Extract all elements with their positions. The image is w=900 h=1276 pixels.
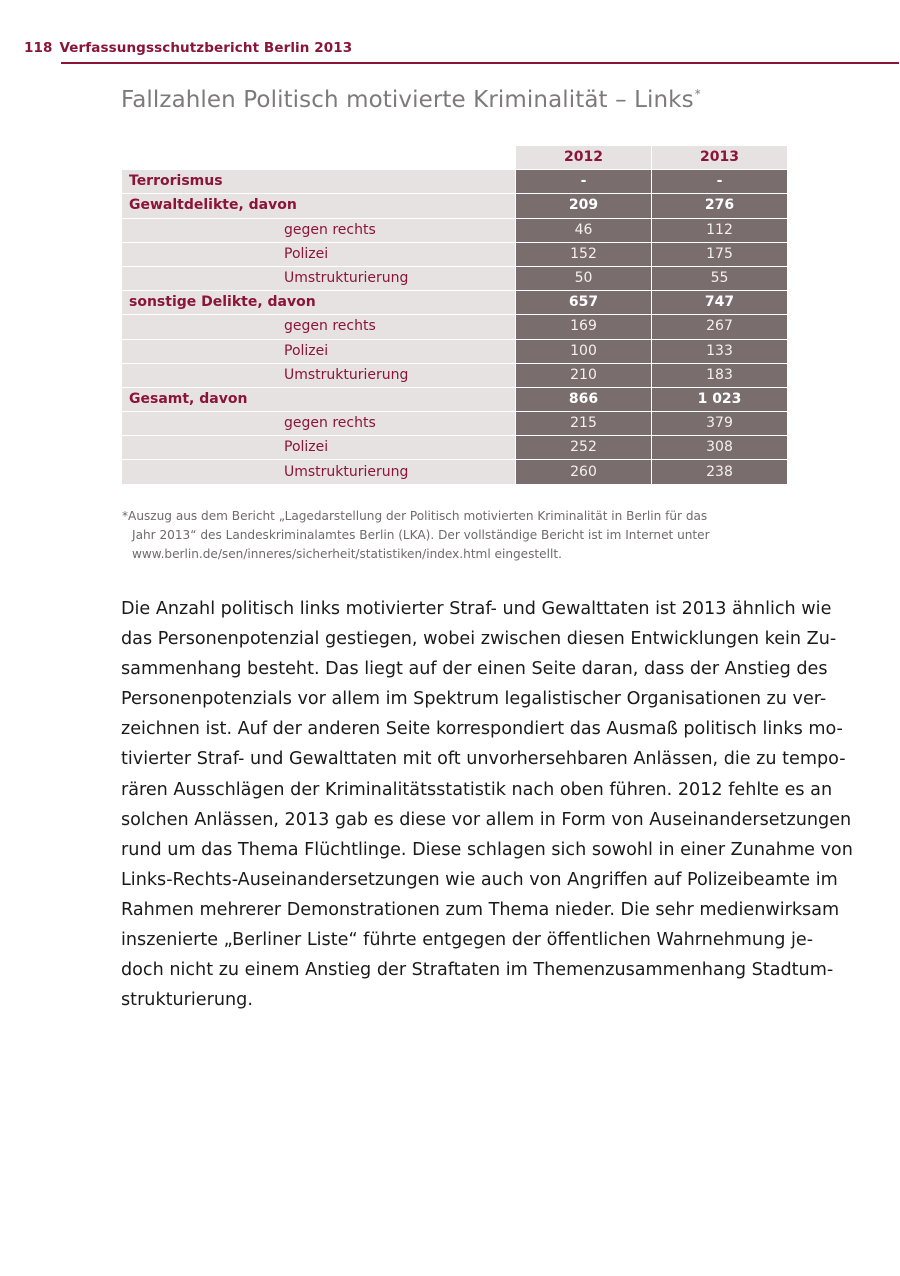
row-label: sonstige Delikte, davon: [122, 291, 515, 314]
value-cell: 252: [516, 436, 651, 459]
row-sublabel: Polizei: [122, 243, 515, 266]
row-sublabel: Umstrukturierung: [122, 364, 515, 387]
value-cell: 50: [516, 267, 651, 290]
table-header-row: [122, 146, 787, 169]
running-header: [24, 40, 352, 56]
value-cell: 308: [652, 436, 787, 459]
table-body: [122, 170, 787, 483]
table-row: [122, 460, 787, 483]
value-cell: 379: [652, 412, 787, 435]
paragraph-line: sammenhang besteht. Das liegt auf der einen Seite daran, dass der Anstieg des: [121, 659, 828, 680]
footnote-line: Jahr 2013“ des Landeskriminalamtes Berlin (LKA). Der vollständige Bericht ist im Internet unter: [132, 528, 710, 542]
paragraph-line: Personenpotenzials vor allem im Spektrum legalistischer Organisationen zu ver-: [121, 689, 827, 710]
section-title-text: Fallzahlen Politisch motivierte Kriminalität – Links: [121, 87, 694, 113]
row-sublabel: Umstrukturierung: [122, 460, 515, 483]
table-row: [122, 170, 787, 193]
table-row: [122, 340, 787, 363]
value-cell: 169: [516, 315, 651, 338]
value-cell: 133: [652, 340, 787, 363]
value-cell: 175: [652, 243, 787, 266]
value-cell: 238: [652, 460, 787, 483]
paragraph-line: inszenierte „Berliner Liste“ führte entgegen der öffentlichen Wahrnehmung je-: [121, 930, 814, 951]
paragraph-line: doch nicht zu einem Anstieg der Straftaten im Themenzusammenhang Stadtum-: [121, 960, 834, 981]
row-label: Gesamt, davon: [122, 388, 515, 411]
row-sublabel: gegen rechts: [122, 412, 515, 435]
row-sublabel: Polizei: [122, 340, 515, 363]
value-cell: -: [516, 170, 651, 193]
value-cell: 55: [652, 267, 787, 290]
row-sublabel: gegen rechts: [122, 219, 515, 242]
paragraph-line: Links-Rechts-Auseinandersetzungen wie auch von Angriffen auf Polizeibeamte im: [121, 869, 838, 890]
value-cell: 866: [516, 388, 651, 411]
header-rule: [61, 62, 899, 64]
table-row: [122, 194, 787, 217]
value-cell: 657: [516, 291, 651, 314]
table-corner: [122, 146, 515, 169]
value-cell: 267: [652, 315, 787, 338]
paragraph-line: rären Ausschlägen der Kriminalitätsstatistik nach oben führen. 2012 fehlte es an: [121, 779, 833, 800]
body-paragraph: [121, 594, 853, 1015]
value-cell: -: [652, 170, 787, 193]
table-row: [122, 219, 787, 242]
row-sublabel: gegen rechts: [122, 315, 515, 338]
row-sublabel: Polizei: [122, 436, 515, 459]
footnote-line: www.berlin.de/sen/inneres/sicherheit/statistiken/index.html eingestellt.: [132, 547, 562, 561]
paragraph-line: tivierter Straf- und Gewalttaten mit oft unvorhersehbaren Anlässen, die zu tempo-: [121, 749, 846, 770]
paragraph-line: das Personenpotenzial gestiegen, wobei zwischen diesen Entwicklungen kein Zu-: [121, 629, 837, 650]
footnote-marker: *: [694, 87, 701, 102]
row-sublabel: Umstrukturierung: [122, 267, 515, 290]
value-cell: 46: [516, 219, 651, 242]
row-label: Terrorismus: [122, 170, 515, 193]
value-cell: 183: [652, 364, 787, 387]
value-cell: 747: [652, 291, 787, 314]
value-cell: 260: [516, 460, 651, 483]
section-title: [121, 87, 701, 113]
table-row: [122, 436, 787, 459]
table-row: [122, 364, 787, 387]
case-numbers-table: [121, 145, 788, 485]
running-title: Verfassungsschutzbericht Berlin 2013: [59, 40, 353, 56]
table-row: [122, 315, 787, 338]
value-cell: 152: [516, 243, 651, 266]
column-header: 2013: [652, 146, 787, 169]
paragraph-line: Die Anzahl politisch links motivierter Straf- und Gewalttaten ist 2013 ähnlich wie: [121, 599, 832, 619]
value-cell: 276: [652, 194, 787, 217]
footnote: [122, 507, 782, 564]
paragraph-line: Rahmen mehrerer Demonstrationen zum Thema nieder. Die sehr medienwirksam: [121, 899, 840, 920]
row-label: Gewaltdelikte, davon: [122, 194, 515, 217]
table-row: [122, 243, 787, 266]
value-cell: 112: [652, 219, 787, 242]
table-row: [122, 267, 787, 290]
paragraph-line: solchen Anlässen, 2013 gab es diese vor allem in Form von Auseinandersetzungen: [121, 809, 852, 830]
value-cell: 100: [516, 340, 651, 363]
footnote-line: *Auszug aus dem Bericht „Lagedarstellung der Politisch motivierten Kriminalität in Berlin für das: [122, 509, 708, 523]
column-header: 2012: [516, 146, 651, 169]
value-cell: 215: [516, 412, 651, 435]
table-row: [122, 388, 787, 411]
table-row: [122, 291, 787, 314]
paragraph-line: zeichnen ist. Auf der anderen Seite korrespondiert das Ausmaß politisch links mo-: [121, 719, 843, 740]
paragraph-line: strukturierung.: [121, 990, 253, 1011]
page-number: 118: [24, 40, 53, 56]
table-row: [122, 412, 787, 435]
value-cell: 210: [516, 364, 651, 387]
value-cell: 209: [516, 194, 651, 217]
paragraph-line: rund um das Thema Flüchtlinge. Diese schlagen sich sowohl in einer Zunahme von: [121, 839, 853, 860]
value-cell: 1 023: [652, 388, 787, 411]
